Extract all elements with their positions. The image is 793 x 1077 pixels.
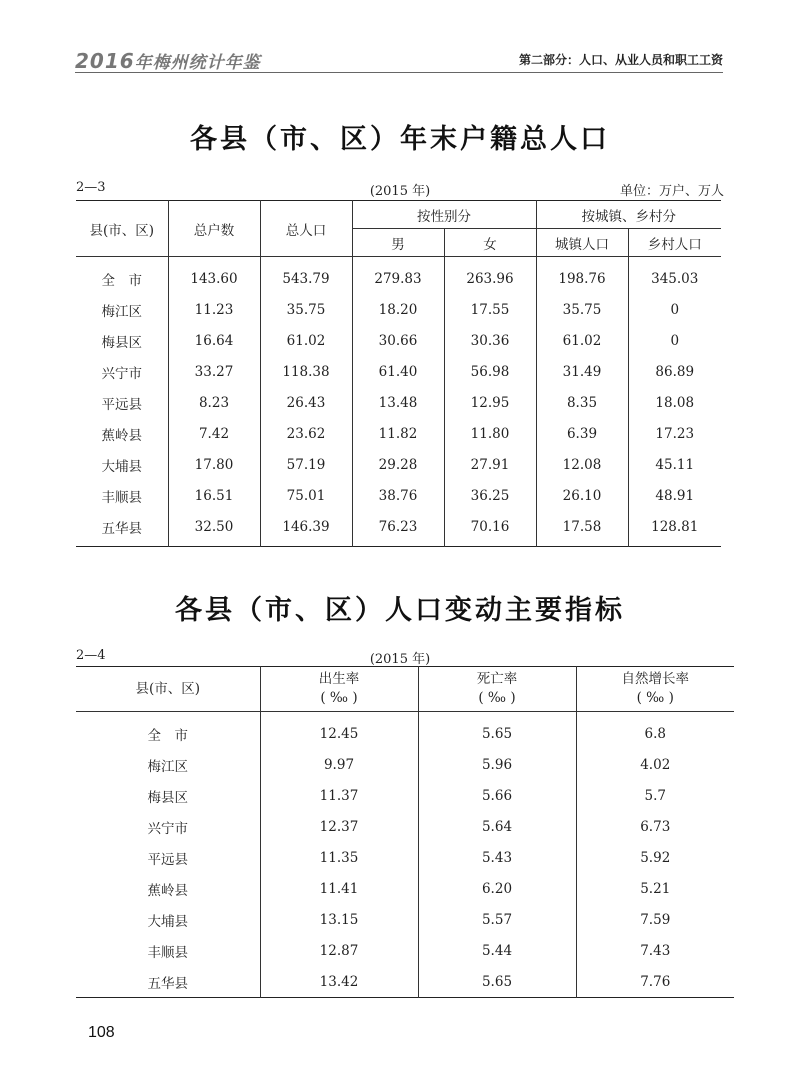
table1-unit: 单位：万户、万人 xyxy=(619,184,724,199)
table2-year: (2015 年) xyxy=(369,652,431,667)
table-cell: 36.25 xyxy=(444,480,536,511)
table-cell: 5.7 xyxy=(644,787,666,804)
row-label: 蕉岭县 xyxy=(76,873,260,904)
table-cell: 33.27 xyxy=(168,356,260,387)
table-cell: 61.40 xyxy=(352,356,444,387)
table-cell: 0 xyxy=(670,332,680,349)
col-male: 男 xyxy=(352,229,444,257)
growth-rate-unit: ( ‰ ) xyxy=(636,690,674,706)
table-cell: 32.50 xyxy=(168,511,260,547)
table-row xyxy=(76,449,721,480)
row-label: 梅县区 xyxy=(76,325,168,356)
table-cell: 35.75 xyxy=(260,294,352,325)
table-cell: 7.42 xyxy=(168,418,260,449)
row-label: 平远县 xyxy=(76,387,168,418)
table-cell: 48.91 xyxy=(655,487,695,504)
table-row xyxy=(76,294,721,325)
table-cell: 16.51 xyxy=(168,480,260,511)
table-cell: 30.36 xyxy=(444,325,536,356)
row-label: 全 市 xyxy=(76,712,260,750)
table-cell: 11.37 xyxy=(260,780,418,811)
table-row xyxy=(76,712,734,750)
table-cell: 279.83 xyxy=(352,257,444,295)
col-urban: 城镇人口 xyxy=(536,229,628,257)
table-cell: 26.10 xyxy=(536,480,628,511)
col-county: 县(市、区) xyxy=(76,667,260,712)
table-cell: 17.58 xyxy=(536,511,628,547)
table-cell: 5.21 xyxy=(640,880,671,897)
birth-rate-label: 出生率 xyxy=(318,671,360,687)
table-cell: 543.79 xyxy=(260,257,352,295)
table-cell: 5.96 xyxy=(418,749,576,780)
table-cell: 6.20 xyxy=(418,873,576,904)
table-row xyxy=(76,749,734,780)
table1-title: 各县（市、区）年末户籍总人口 xyxy=(190,124,610,155)
row-label: 全 市 xyxy=(76,257,168,295)
table2-code: 2—4 xyxy=(76,648,106,663)
table-cell: 0 xyxy=(670,301,680,318)
table-cell: 17.55 xyxy=(444,294,536,325)
table-cell: 7.43 xyxy=(640,942,671,959)
table-cell: 45.11 xyxy=(655,456,695,473)
table-cell: 70.16 xyxy=(444,511,536,547)
table-cell: 13.15 xyxy=(260,904,418,935)
table-cell: 18.20 xyxy=(352,294,444,325)
birth-rate-unit: ( ‰ ) xyxy=(320,690,358,706)
table-row xyxy=(76,511,721,547)
table-cell: 57.19 xyxy=(260,449,352,480)
table-cell: 12.87 xyxy=(260,935,418,966)
table-cell: 12.95 xyxy=(444,387,536,418)
table-cell: 9.97 xyxy=(260,749,418,780)
table-cell: 29.28 xyxy=(352,449,444,480)
table-cell: 11.41 xyxy=(260,873,418,904)
table-cell: 8.35 xyxy=(536,387,628,418)
table-row xyxy=(76,966,734,998)
population-change-table xyxy=(76,666,734,998)
table-cell: 198.76 xyxy=(536,257,628,295)
row-label: 蕉岭县 xyxy=(76,418,168,449)
table-cell: 345.03 xyxy=(651,270,699,287)
table-row xyxy=(76,418,721,449)
table1-meta xyxy=(76,180,724,200)
table-cell: 5.92 xyxy=(640,849,671,866)
table-cell: 5.66 xyxy=(418,780,576,811)
table-row xyxy=(76,325,721,356)
col-growth-rate xyxy=(576,667,734,712)
table-row xyxy=(76,480,721,511)
col-rural: 乡村人口 xyxy=(628,229,721,257)
table-cell: 143.60 xyxy=(168,257,260,295)
population-table xyxy=(76,200,721,547)
table-cell: 5.44 xyxy=(418,935,576,966)
table-cell: 23.62 xyxy=(260,418,352,449)
table-cell: 30.66 xyxy=(352,325,444,356)
table-cell: 118.38 xyxy=(260,356,352,387)
table-cell: 75.01 xyxy=(260,480,352,511)
table-cell: 11.35 xyxy=(260,842,418,873)
table-cell: 61.02 xyxy=(260,325,352,356)
table-row xyxy=(76,842,734,873)
yearbook-title xyxy=(75,48,261,73)
table2-title: 各县（市、区）人口变动主要指标 xyxy=(175,595,625,626)
table-cell: 16.64 xyxy=(168,325,260,356)
table-row xyxy=(76,257,721,295)
table-row xyxy=(76,780,734,811)
table-cell: 5.65 xyxy=(418,712,576,750)
col-death-rate xyxy=(418,667,576,712)
table-cell: 5.64 xyxy=(418,811,576,842)
table-cell: 27.91 xyxy=(444,449,536,480)
table-cell: 12.08 xyxy=(536,449,628,480)
row-label: 梅江区 xyxy=(76,294,168,325)
table-cell: 26.43 xyxy=(260,387,352,418)
row-label: 梅县区 xyxy=(76,780,260,811)
row-label: 五华县 xyxy=(76,511,168,547)
row-label: 梅江区 xyxy=(76,749,260,780)
table-cell: 18.08 xyxy=(655,394,695,411)
table-cell: 6.73 xyxy=(640,818,671,835)
table-cell: 7.76 xyxy=(640,973,671,990)
table-cell: 86.89 xyxy=(655,363,695,380)
table-row xyxy=(76,904,734,935)
table-row xyxy=(76,387,721,418)
col-total: 总人口 xyxy=(260,201,352,257)
yearbook-name: 年梅州统计年鉴 xyxy=(134,53,261,73)
table-cell: 17.23 xyxy=(655,425,695,442)
table1-year: (2015 年) xyxy=(369,184,431,199)
table-cell: 12.37 xyxy=(260,811,418,842)
table-cell: 5.65 xyxy=(418,966,576,998)
table-cell: 13.42 xyxy=(260,966,418,998)
section-title: 第二部分：人口、从业人员和职工工资 xyxy=(518,53,723,67)
row-label: 五华县 xyxy=(76,966,260,998)
row-label: 丰顺县 xyxy=(76,480,168,511)
table2-meta xyxy=(76,648,724,668)
table-cell: 13.48 xyxy=(352,387,444,418)
table-cell: 5.43 xyxy=(418,842,576,873)
col-female: 女 xyxy=(444,229,536,257)
running-header xyxy=(75,48,723,73)
table-cell: 5.57 xyxy=(418,904,576,935)
col-by-area: 按城镇、乡村分 xyxy=(536,201,721,229)
death-rate-label: 死亡率 xyxy=(476,671,518,687)
row-label: 兴宁市 xyxy=(76,356,168,387)
table-row xyxy=(76,356,721,387)
table-cell: 11.80 xyxy=(444,418,536,449)
table-cell: 17.80 xyxy=(168,449,260,480)
table-cell: 31.49 xyxy=(536,356,628,387)
col-households: 总户数 xyxy=(168,201,260,257)
table-cell: 12.45 xyxy=(260,712,418,750)
table-cell: 6.39 xyxy=(536,418,628,449)
row-label: 平远县 xyxy=(76,842,260,873)
table-cell: 56.98 xyxy=(444,356,536,387)
col-by-sex: 按性别分 xyxy=(352,201,536,229)
row-label: 大埔县 xyxy=(76,449,168,480)
table-cell: 38.76 xyxy=(352,480,444,511)
table-cell: 263.96 xyxy=(444,257,536,295)
table-cell: 6.8 xyxy=(644,725,666,742)
death-rate-unit: ( ‰ ) xyxy=(478,690,516,706)
table-cell: 76.23 xyxy=(352,511,444,547)
table-cell: 4.02 xyxy=(640,756,671,773)
table-cell: 11.23 xyxy=(168,294,260,325)
row-label: 丰顺县 xyxy=(76,935,260,966)
row-label: 兴宁市 xyxy=(76,811,260,842)
yearbook-year: 2016 xyxy=(75,49,135,73)
table-row xyxy=(76,811,734,842)
table-cell: 11.82 xyxy=(352,418,444,449)
growth-rate-label: 自然增长率 xyxy=(621,671,689,687)
page-number: 108 xyxy=(88,1024,115,1041)
table-row xyxy=(76,873,734,904)
table-row xyxy=(76,935,734,966)
col-county: 县(市、区) xyxy=(76,201,168,257)
table-cell: 7.59 xyxy=(640,911,671,928)
table-cell: 8.23 xyxy=(168,387,260,418)
table-cell: 61.02 xyxy=(536,325,628,356)
table-cell: 128.81 xyxy=(651,518,699,535)
table-cell: 35.75 xyxy=(536,294,628,325)
table-cell: 146.39 xyxy=(260,511,352,547)
col-birth-rate xyxy=(260,667,418,712)
row-label: 大埔县 xyxy=(76,904,260,935)
table1-code: 2—3 xyxy=(76,180,106,195)
